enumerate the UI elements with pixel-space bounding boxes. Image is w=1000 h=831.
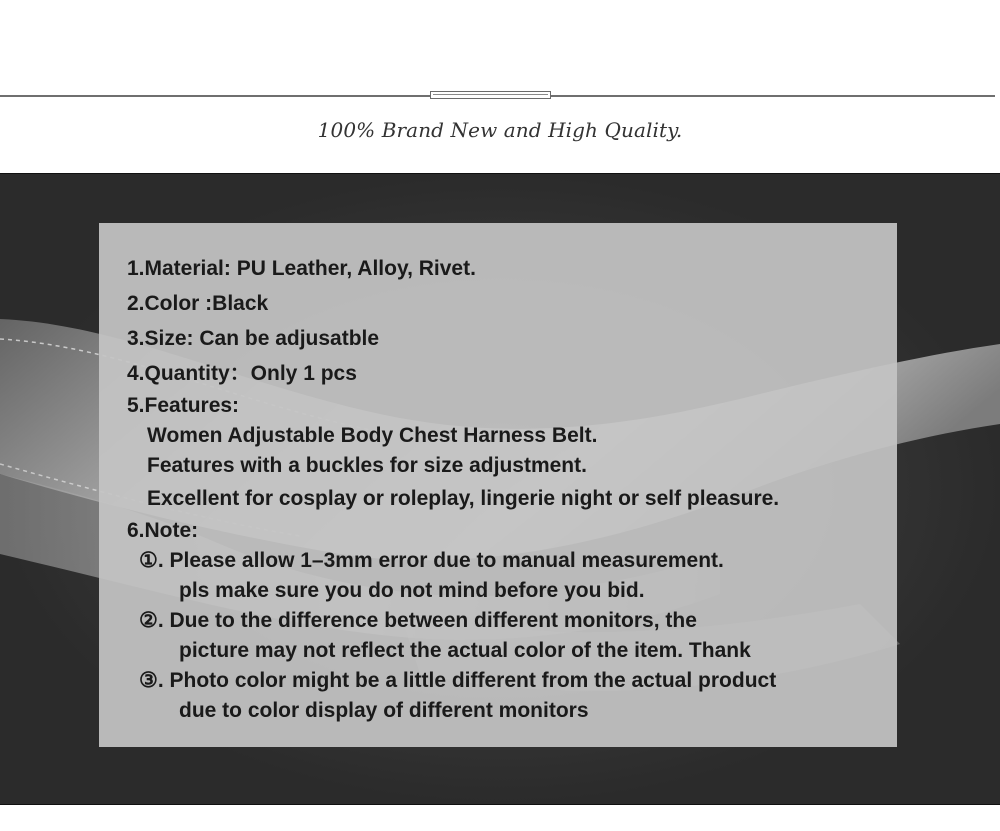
header-section [0,0,1000,173]
features-heading: 5.Features: [127,394,240,417]
divider-ornament [430,91,551,99]
feature-item: Women Adjustable Body Chest Harness Belt. [147,424,598,447]
note-item-line: ③. Photo color might be a little different from the actual product [139,669,777,692]
quality-tagline: 100% Brand New and High Quality. [317,118,683,142]
specification-list [127,251,779,726]
note-item-line: pls make sure you do not mind before you bid. [179,579,645,602]
specification-panel [99,223,897,747]
spec-size: 3.Size: Can be adjusatble [127,327,380,350]
note-item-line: ①. Please allow 1–3mm error due to manual measurement. [139,549,724,572]
note-item-line: picture may not reflect the actual color of the item. Thank [179,639,751,662]
spec-material: 1.Material: PU Leather, Alloy, Rivet. [127,257,476,280]
note-item-line: due to color display of different monitors [179,699,589,722]
feature-item: Features with a buckles for size adjustment. [147,454,587,477]
spec-color: 2.Color :Black [127,292,269,315]
note-item-line: ②. Due to the difference between different monitors, the [139,609,697,632]
note-heading: 6.Note: [127,519,199,542]
product-photo-background [0,173,1000,805]
feature-item: Excellent for cosplay or roleplay, lingerie night or self pleasure. [147,487,780,510]
spec-quantity: 4.Quantity：Only 1 pcs [127,362,357,385]
footer-strip [0,805,1000,831]
